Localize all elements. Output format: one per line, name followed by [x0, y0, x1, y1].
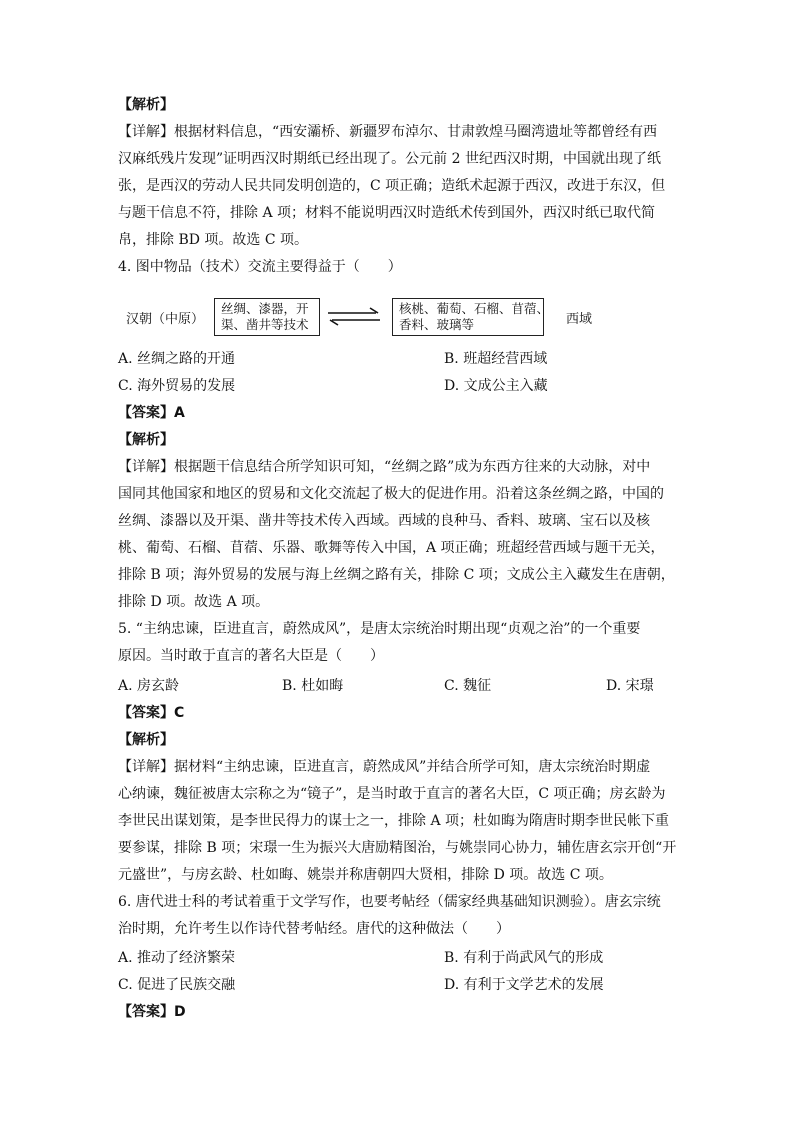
- option-a: A. 推动了经济繁荣: [118, 950, 236, 966]
- question-stem: 原因。当时敢于直言的著名大臣是（ ）: [118, 648, 384, 664]
- analysis-line: 要参谋，排除 B 项；宋璟一生为振兴大唐励精图治，与姚崇同心协力，辅佐唐玄宗开创“开: [118, 840, 677, 856]
- question-stem: 5. “主纳忠谏，臣进直言，蔚然成风”，是唐太宗统治时期出现“贞观之治”的一个重要: [118, 621, 641, 637]
- answer-label: 【答案】C: [118, 705, 185, 721]
- analysis-line: 张，是西汉的劳动人民共同发明创造的，C 项正确；造纸术起源于西汉，改进于东汉，但: [118, 178, 666, 194]
- analysis-line: 帛，排除 BD 项。故选 C 项。: [118, 232, 309, 248]
- diagram-left-box-line: 丝绸、漆器，开: [221, 301, 309, 316]
- analysis-line: 排除 D 项。故选 A 项。: [118, 594, 270, 610]
- analysis-line: 【详解】根据题干信息结合所学知识可知，“丝绸之路”成为东西方往来的大动脉，对中: [118, 459, 651, 475]
- analysis-line: 李世民出谋划策，是李世民得力的谋士之一，排除 A 项；杜如晦为隋唐时期李世民帐下重: [118, 813, 670, 829]
- option-a: A. 丝绸之路的开通: [118, 351, 236, 367]
- option-d: D. 宋璟: [606, 678, 654, 694]
- diagram-right-label: 西域: [566, 312, 593, 327]
- question-stem: 4. 图中物品（技术）交流主要得益于（ ）: [118, 259, 402, 275]
- double-arrow-icon: [326, 306, 382, 328]
- diagram-right-box: [392, 298, 550, 336]
- analysis-line: 【详解】根据材料信息，“西安灞桥、新疆罗布淖尔、甘肃敦煌马圈湾遗址等都曾经有西: [118, 124, 658, 140]
- diagram-right-box-line: 核桃、葡萄、石榴、苜蓿、: [399, 301, 550, 316]
- diagram-left-box-line: 渠、凿井等技术: [221, 317, 309, 332]
- analysis-heading: 【解析】: [118, 732, 174, 748]
- option-b: B. 有利于尚武风气的形成: [444, 950, 604, 966]
- answer-label: 【答案】D: [118, 1004, 186, 1020]
- analysis-line: 国同其他国家和地区的贸易和文化交流起了极大的促进作用。沿着这条丝绸之路，中国的: [118, 486, 664, 502]
- option-c: C. 魏征: [444, 678, 492, 694]
- analysis-line: 【详解】据材料“主纳忠谏，臣进直言，蔚然成风”并结合所学可知，唐太宗统治时期虚: [118, 759, 651, 775]
- option-d: D. 文成公主入藏: [444, 378, 548, 394]
- option-d: D. 有利于文学艺术的发展: [444, 977, 604, 993]
- diagram-left-label: 汉朝（中原）: [126, 312, 205, 327]
- analysis-heading: 【解析】: [118, 432, 174, 448]
- option-a: A. 房玄龄: [118, 678, 180, 694]
- option-c: C. 促进了民族交融: [118, 977, 236, 993]
- diagram-left-box: [214, 298, 320, 336]
- answer-label: 【答案】A: [118, 405, 185, 421]
- analysis-line: 元盛世”，与房玄龄、杜如晦、姚崇并称唐朝四大贤相，排除 D 项。故选 C 项。: [118, 867, 613, 883]
- analysis-line: 与题干信息不符，排除 A 项；材料不能说明西汉时造纸术传到国外，西汉时纸已取代简: [118, 205, 656, 221]
- option-b: B. 班超经营西域: [444, 351, 548, 367]
- analysis-line: 汉麻纸残片发现”证明西汉时期纸已经出现了。公元前 2 世纪西汉时期，中国就出现了纸: [118, 151, 661, 167]
- diagram-right-box-line: 香料、玻璃等: [399, 317, 475, 332]
- question-stem: 治时期，允许考生以作诗代替考帖经。唐代的这种做法（ ）: [118, 921, 510, 937]
- analysis-line: 心纳谏，魏征被唐太宗称之为“镜子”，是当时敢于直言的著名大臣，C 项正确；房玄龄为: [118, 786, 666, 802]
- analysis-heading: 【解析】: [118, 97, 174, 113]
- option-b: B. 杜如晦: [282, 678, 344, 694]
- analysis-line: 丝绸、漆器以及开渠、凿井等技术传入西域。西域的良种马、香料、玻璃、宝石以及核: [118, 513, 650, 529]
- question-stem: 6. 唐代进士科的考试着重于文学写作，也要考帖经（儒家经典基础知识测验）。唐玄宗统: [118, 894, 661, 910]
- option-c: C. 海外贸易的发展: [118, 378, 236, 394]
- analysis-line: 桃、葡萄、石榴、苜蓿、乐器、歌舞等传入中国，A 项正确；班超经营西域与题干无关，: [118, 540, 665, 556]
- analysis-line: 排除 B 项；海外贸易的发展与海上丝绸之路有关，排除 C 项；文成公主入藏发生在唐朝，: [118, 567, 675, 583]
